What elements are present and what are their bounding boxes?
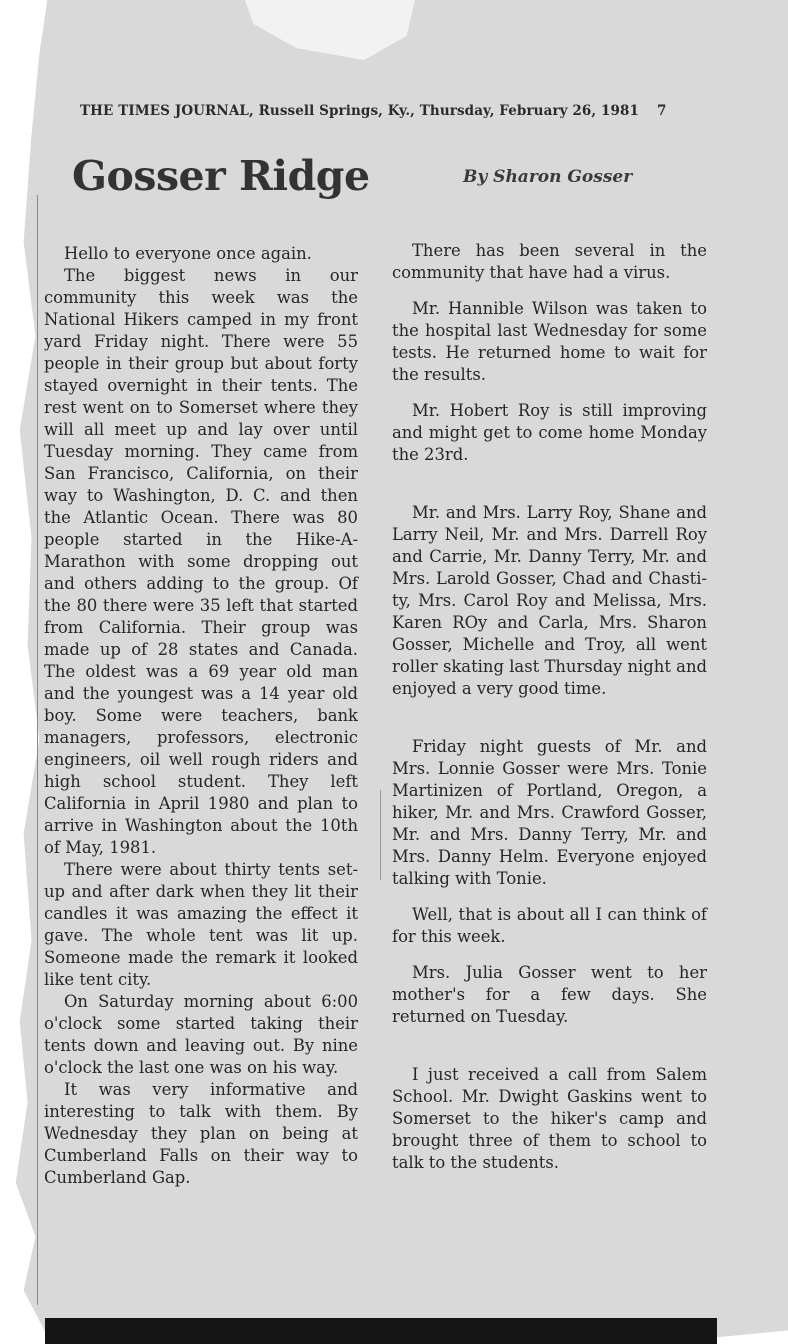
paragraph: Friday night guests of Mr. and Mrs. Lonnie Gosser were Mrs. Tonie Martinizen of Portland, Oregon, a hiker, Mr. and Mrs. Crawford Gosser, Mr. and Mrs. Danny Terry, Mr. and Mrs. Danny Helm. Everyone enjoyed talking with Tonie. <box>392 737 707 888</box>
next-headline-strip <box>45 1318 717 1344</box>
paragraph: There has been several in the community that have had a virus. <box>392 241 707 282</box>
paragraph: Mr. Hobert Roy is still improving and might get to come home Monday the 23rd. <box>392 401 707 464</box>
paragraph: On Saturday morning about 6:00 o'clock some started taking their tents down and leaving out. By nine o'clock the last one was on his way. <box>44 992 358 1077</box>
article-right-column <box>392 240 707 1174</box>
paragraph: Well, that is about all I can think of for this week. <box>392 905 707 946</box>
paragraph: The biggest news in our community this week was the National Hikers camped in my front yard Friday night. There were 55 people in their group but about forty stayed overnight in their tents. The rest went on to Somerset where they will all meet up and lay over until Tuesday morning. They came from San Francisco, California, on their way to Washington, D. C. and then the Atlantic Ocean. There was 80 people started in the Hike-A-Marathon with some dropping out and others adding to the group. Of the 80 there were 35 left that started from California. Their group was made up of 28 states and Canada. The oldest was a 69 year old man and the youngest was a 14 year old boy. Some were teachers, bank managers, professors, electronic engineers, oil well rough riders and high school student. They left California in April 1980 and plan to arrive in Washington about the 10th of May, 1981. <box>44 266 358 857</box>
paragraph: There were about thirty tents set-up and after dark when they lit their candles it was amazing the effect it gave. The whole tent was lit up. Someone made the remark it looked like tent city. <box>44 860 358 989</box>
paragraph: Mrs. Julia Gosser went to her mother's for a few days. She returned on Tuesday. <box>392 963 707 1026</box>
newspaper-masthead <box>80 103 720 119</box>
masthead-text: THE TIMES JOURNAL, Russell Springs, Ky., Thursday, February 26, 1981 <box>80 103 639 119</box>
column-divider-fragment <box>380 790 381 880</box>
article-left-column <box>44 243 358 1189</box>
page-number: 7 <box>656 103 667 119</box>
left-column-rule <box>37 195 38 1305</box>
paragraph: It was very informative and interesting to talk with them. By Wednesday they plan on being at Cumberland Falls on their way to Cumberland Gap. <box>44 1080 358 1187</box>
paragraph: Mr. Hannible Wilson was taken to the hospital last Wednesday for some tests. He returned home to wait for the results. <box>392 299 707 384</box>
paragraph: I just received a call from Salem School. Mr. Dwight Gaskins went to Somerset to the hiker's camp and brought three of them to school to talk to the students. <box>392 1065 707 1172</box>
paragraph: Hello to everyone once again. <box>64 244 312 263</box>
article-byline: By Sharon Gosser <box>463 167 633 187</box>
article-title: Gosser Ridge <box>72 152 370 200</box>
paragraph: Mr. and Mrs. Larry Roy, Shane and Larry Neil, Mr. and Mrs. Darrell Roy and Carrie, Mr. Danny Terry, Mr. and Mrs. Larold Gosser, Chad and Chasti-ty, Mrs. Carol Roy and Melissa, Mrs. Karen ROy and Carla, Mrs. Sharon Gosser, Michelle and Troy, all went roller skating last Thursday night and enjoyed a very good time. <box>392 503 707 698</box>
